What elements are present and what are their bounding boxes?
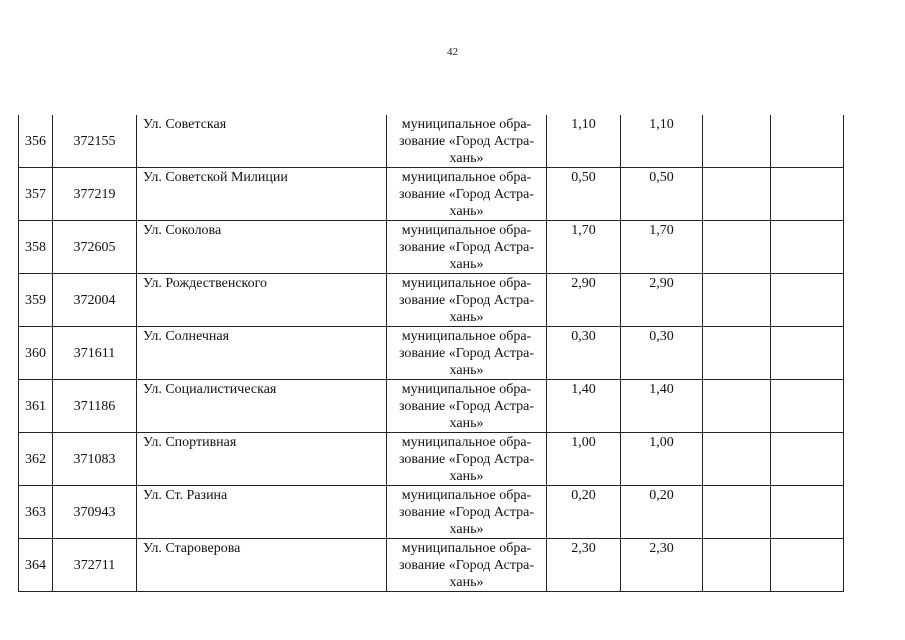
empty-cell — [703, 274, 771, 327]
empty-cell — [703, 433, 771, 486]
length-total: 0,30 — [547, 327, 621, 380]
length-total: 2,90 — [547, 274, 621, 327]
empty-cell — [703, 115, 771, 168]
length-total: 0,50 — [547, 168, 621, 221]
empty-cell — [771, 115, 844, 168]
road-code: 371083 — [53, 433, 137, 486]
owner-line: зование «Город Астра- — [398, 452, 534, 467]
length-paved: 0,20 — [621, 486, 703, 539]
owner-line: муниципальное обра- — [401, 541, 532, 556]
owner-line: хань» — [449, 416, 484, 431]
table-row — [19, 274, 844, 327]
empty-cell — [703, 327, 771, 380]
road-code: 371611 — [53, 327, 137, 380]
owner-cell — [387, 380, 547, 433]
street-name: Ул. Советской Милиции — [137, 168, 387, 221]
length-paved: 1,10 — [621, 115, 703, 168]
empty-cell — [703, 221, 771, 274]
page-number: 42 — [447, 46, 458, 58]
owner-line: зование «Город Астра- — [398, 399, 534, 414]
table-row — [19, 168, 844, 221]
street-name: Ул. Солнечная — [137, 327, 387, 380]
street-name: Ул. Спортивная — [137, 433, 387, 486]
owner-line: муниципальное обра- — [401, 276, 532, 291]
owner-line: зование «Город Астра- — [398, 346, 534, 361]
road-code: 372711 — [53, 539, 137, 592]
road-code: 372605 — [53, 221, 137, 274]
owner-line: хань» — [449, 310, 484, 325]
length-paved: 1,40 — [621, 380, 703, 433]
street-name: Ул. Рождественского — [137, 274, 387, 327]
row-number: 357 — [19, 168, 53, 221]
row-number: 364 — [19, 539, 53, 592]
street-name: Ул. Староверова — [137, 539, 387, 592]
length-paved: 0,30 — [621, 327, 703, 380]
empty-cell — [771, 274, 844, 327]
road-code: 377219 — [53, 168, 137, 221]
length-total: 2,30 — [547, 539, 621, 592]
length-paved: 0,50 — [621, 168, 703, 221]
empty-cell — [771, 327, 844, 380]
owner-line: муниципальное обра- — [401, 435, 532, 450]
owner-cell — [387, 168, 547, 221]
length-paved: 2,30 — [621, 539, 703, 592]
owner-line: муниципальное обра- — [401, 170, 532, 185]
row-number: 363 — [19, 486, 53, 539]
empty-cell — [703, 168, 771, 221]
table-row — [19, 221, 844, 274]
road-code: 372004 — [53, 274, 137, 327]
table-row — [19, 380, 844, 433]
owner-line: хань» — [449, 204, 484, 219]
empty-cell — [771, 168, 844, 221]
owner-line: зование «Город Астра- — [398, 134, 534, 149]
table-row — [19, 433, 844, 486]
empty-cell — [703, 380, 771, 433]
owner-line: муниципальное обра- — [401, 223, 532, 238]
owner-cell — [387, 115, 547, 168]
owner-cell — [387, 486, 547, 539]
road-code: 370943 — [53, 486, 137, 539]
length-total: 1,70 — [547, 221, 621, 274]
length-total: 1,10 — [547, 115, 621, 168]
row-number: 358 — [19, 221, 53, 274]
table-row — [19, 115, 844, 168]
owner-line: зование «Город Астра- — [398, 240, 534, 255]
owner-line: зование «Город Астра- — [398, 558, 534, 573]
owner-line: зование «Город Астра- — [398, 187, 534, 202]
row-number: 361 — [19, 380, 53, 433]
empty-cell — [771, 539, 844, 592]
owner-cell — [387, 274, 547, 327]
road-code: 372155 — [53, 115, 137, 168]
empty-cell — [771, 486, 844, 539]
empty-cell — [703, 486, 771, 539]
owner-cell — [387, 433, 547, 486]
owner-line: муниципальное обра- — [401, 117, 532, 132]
row-number: 362 — [19, 433, 53, 486]
owner-line: хань» — [449, 257, 484, 272]
owner-cell — [387, 221, 547, 274]
length-paved: 1,00 — [621, 433, 703, 486]
owner-line: муниципальное обра- — [401, 488, 532, 503]
empty-cell — [771, 380, 844, 433]
street-name: Ул. Ст. Разина — [137, 486, 387, 539]
owner-line: хань» — [449, 469, 484, 484]
street-name: Ул. Соколова — [137, 221, 387, 274]
length-total: 1,40 — [547, 380, 621, 433]
owner-line: хань» — [449, 575, 484, 590]
length-total: 0,20 — [547, 486, 621, 539]
owner-line: хань» — [449, 363, 484, 378]
length-paved: 1,70 — [621, 221, 703, 274]
owner-line: муниципальное обра- — [401, 382, 532, 397]
street-name: Ул. Советская — [137, 115, 387, 168]
owner-cell — [387, 539, 547, 592]
row-number: 360 — [19, 327, 53, 380]
owner-cell — [387, 327, 547, 380]
empty-cell — [771, 433, 844, 486]
length-total: 1,00 — [547, 433, 621, 486]
street-name: Ул. Социалистическая — [137, 380, 387, 433]
table-body — [19, 115, 844, 592]
empty-cell — [703, 539, 771, 592]
owner-line: зование «Город Астра- — [398, 505, 534, 520]
owner-line: хань» — [449, 522, 484, 537]
owner-line: муниципальное обра- — [401, 329, 532, 344]
empty-cell — [771, 221, 844, 274]
table-row — [19, 327, 844, 380]
owner-line: хань» — [449, 151, 484, 166]
row-number: 359 — [19, 274, 53, 327]
table-row — [19, 539, 844, 592]
owner-line: зование «Город Астра- — [398, 293, 534, 308]
road-code: 371186 — [53, 380, 137, 433]
roads-registry-table — [18, 115, 844, 592]
table-row — [19, 486, 844, 539]
length-paved: 2,90 — [621, 274, 703, 327]
row-number: 356 — [19, 115, 53, 168]
